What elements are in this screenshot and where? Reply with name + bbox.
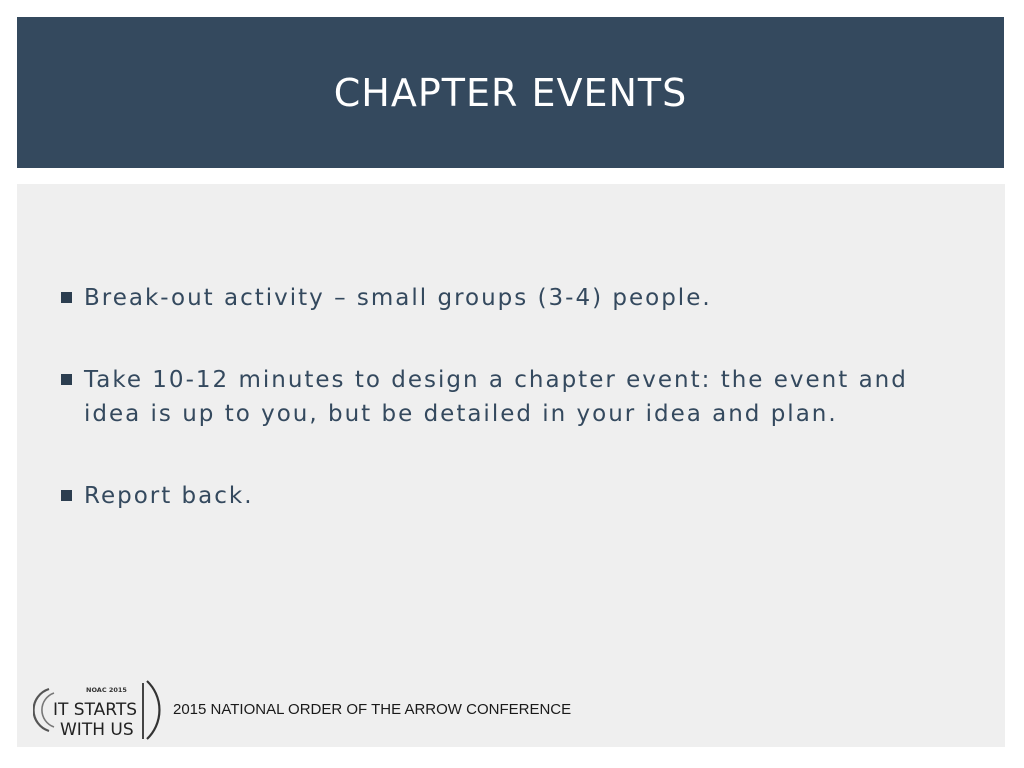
bullet-text: Break-out activity – small groups (3-4) people. <box>84 285 712 311</box>
bullet-item <box>61 363 961 431</box>
bullet-item <box>61 479 961 513</box>
square-bullet-icon <box>61 292 72 303</box>
svg-text:WITH US: WITH US <box>60 720 134 740</box>
svg-text:IT STARTS: IT STARTS <box>53 700 138 720</box>
square-bullet-icon <box>61 374 72 385</box>
slide-title-bar <box>17 17 1004 168</box>
bullet-text: Report back. <box>84 483 254 509</box>
svg-text:NOAC 2015: NOAC 2015 <box>86 686 127 694</box>
bullet-item <box>61 281 961 315</box>
slide-footer <box>17 677 1005 747</box>
slide-title: CHAPTER EVENTS <box>333 70 688 115</box>
slide-content <box>17 184 1005 747</box>
square-bullet-icon <box>61 490 72 501</box>
bullet-list <box>61 281 961 561</box>
noac-logo-icon <box>33 677 163 743</box>
footer-text: 2015 NATIONAL ORDER OF THE ARROW CONFERENCE <box>173 701 572 718</box>
bullet-text: Take 10-12 minutes to design a chapter event: the event and idea is up to you, but be detailed in your idea and plan. <box>84 367 908 427</box>
